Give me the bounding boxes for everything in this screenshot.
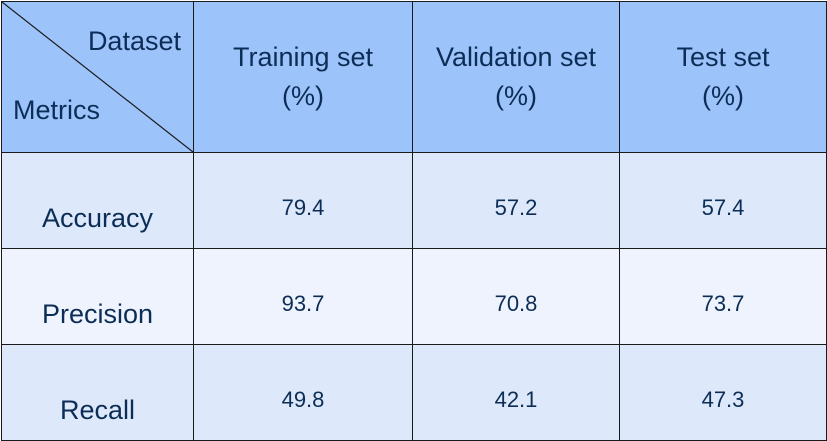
- column-header-unit: (%): [702, 81, 744, 111]
- metric-name-cell: [2, 153, 194, 249]
- value-cell: [194, 345, 413, 441]
- value: 79.4: [281, 195, 325, 220]
- column-header-validation: [413, 2, 620, 153]
- table-header-row: [2, 2, 827, 153]
- value-cell: [620, 249, 827, 345]
- value: 70.8: [494, 291, 538, 316]
- column-header-unit: (%): [495, 81, 537, 111]
- corner-header-cell: [2, 2, 194, 153]
- table-row-precision: [2, 249, 827, 345]
- value-cell: [194, 249, 413, 345]
- value: 73.7: [701, 291, 745, 316]
- metric-name: Recall: [59, 395, 136, 425]
- value-cell: [620, 153, 827, 249]
- column-header-title: Training set: [232, 41, 374, 72]
- column-header-title: Test set: [676, 41, 770, 72]
- metric-name-cell: [2, 345, 194, 441]
- value-cell: [194, 153, 413, 249]
- metric-name-cell: [2, 249, 194, 345]
- metric-name: Accuracy: [41, 203, 154, 233]
- table-row-accuracy: [2, 153, 827, 249]
- column-header-test: [620, 2, 827, 153]
- value: 57.4: [701, 195, 745, 220]
- column-header-title: Validation set: [435, 41, 597, 72]
- value-cell: [413, 153, 620, 249]
- metric-name: Precision: [41, 299, 154, 329]
- value: 93.7: [281, 291, 325, 316]
- value-cell: [413, 345, 620, 441]
- value: 47.3: [701, 387, 745, 412]
- value-cell: [413, 249, 620, 345]
- column-header-training: [194, 2, 413, 153]
- value: 49.8: [281, 387, 325, 412]
- metrics-table: [1, 1, 827, 441]
- value: 42.1: [494, 387, 538, 412]
- row-axis-label: Metrics: [13, 95, 100, 125]
- column-header-unit: (%): [282, 81, 324, 111]
- table-row-recall: [2, 345, 827, 441]
- column-axis-label: Dataset: [87, 26, 181, 56]
- value-cell: [620, 345, 827, 441]
- value: 57.2: [494, 195, 538, 220]
